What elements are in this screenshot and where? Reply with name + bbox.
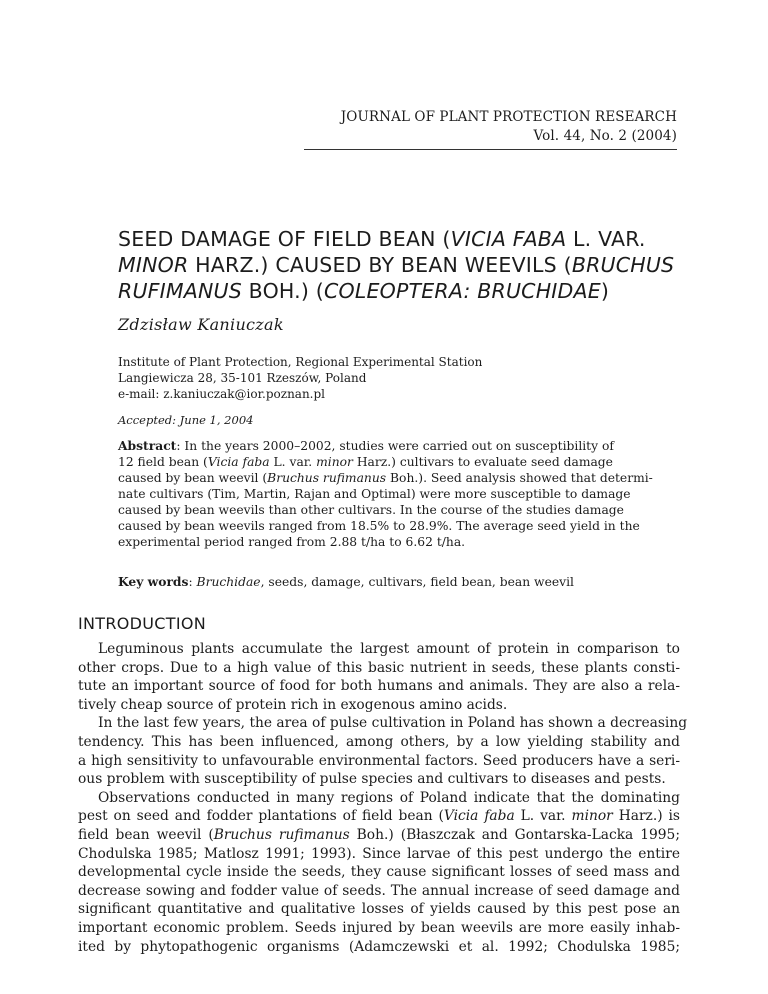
introduction-body <box>78 640 688 956</box>
abstract-label: Abstract <box>118 438 177 453</box>
abstract-line: caused by bean weevils than other cultivars. In the course of the studies damage <box>118 503 624 517</box>
abstract-line: caused by bean weevils ranged from 18.5% to 28.9%. The average seed yield in the <box>118 519 640 533</box>
keywords-label: Key words <box>118 574 189 589</box>
author-name: Zdzisław Kaniuczak <box>118 315 284 334</box>
journal-header <box>300 108 677 150</box>
affiliation <box>118 354 678 402</box>
article-title <box>118 226 698 304</box>
keywords: Key words: Bruchidae, seeds, damage, cultivars, field bean, bean weevil <box>118 574 574 589</box>
affiliation-email: e-mail: z.kaniuczak@ior.poznan.pl <box>118 387 326 401</box>
abstract-line: nate cultivars (Tim, Martin, Rajan and Optimal) were more susceptible to damage <box>118 487 631 501</box>
journal-volume: Vol. 44, No. 2 (2004) <box>533 128 677 144</box>
paragraph: Observations conducted in many regions of Poland indicate that the dominating pest on seed and fodder plantations of field bean (Vicia faba L. var. minor Harz.) is field bean weevil (Bruchus rufimanus Boh.) (Błaszczak and Gontarska-Lacka 1995; Chodulska 1985; Matlosz 1991; 1993). Since larvae of this pest undergo the entire developmental cycle inside the seeds, they cause significant losses of seed mass and decrease sowing and fodder value of seeds. The annual increase of seed damage and significant quantitative and qualitative losses of yields caused by this pest pose an important economic problem. Seeds injured by bean weevils are more easily inhab- ited by phytopathogenic organisms (Adamczewski et al. 1992; Chodulska 1985; <box>78 789 680 955</box>
title-line-1: SEED DAMAGE OF FIELD BEAN (VICIA FABA L. VAR. <box>118 227 646 251</box>
journal-name: JOURNAL OF PLANT PROTECTION RESEARCH <box>340 109 677 125</box>
abstract-line: experimental period ranged from 2.88 t/ha to 6.62 t/ha. <box>118 535 466 549</box>
keywords-list: , seeds, damage, cultivars, field bean, bean weevil <box>260 575 574 589</box>
paragraph: Leguminous plants accumulate the largest amount of protein in comparison to other crops. Due to a high value of this basic nutrient in seeds, these plants consti- tute an important source of food for both humans and animals. They are also a rela- tively cheap source of protein rich in exogenous amino acids. <box>78 641 680 713</box>
section-heading-introduction: INTRODUCTION <box>78 614 207 633</box>
affiliation-address: Langiewicza 28, 35-101 Rzeszów, Poland <box>118 371 367 385</box>
abstract-line: 12 field bean (Vicia faba L. var. minor Harz.) cultivars to evaluate seed damage <box>118 455 613 469</box>
affiliation-institute: Institute of Plant Protection, Regional Experimental Station <box>118 355 483 369</box>
keyword-bruchidae: Bruchidae <box>196 575 261 589</box>
header-rule <box>304 149 677 150</box>
paragraph: In the last few years, the area of pulse cultivation in Poland has shown a decreasing tendency. This has been influenced, among others, by a low yielding stability and a high sensitivity to unfavourable environmental factors. Seed producers have a seri- ous problem with susceptibility of pulse species and cultivars to diseases and pests. <box>78 715 688 788</box>
abstract <box>118 438 658 550</box>
abstract-line: caused by bean weevil (Bruchus rufimanus Boh.). Seed analysis showed that determi- <box>118 471 653 485</box>
abstract-line: : In the years 2000–2002, studies were carried out on susceptibility of <box>176 439 614 453</box>
title-line-2: MINOR HARZ.) CAUSED BY BEAN WEEVILS (BRUCHUS <box>118 253 675 277</box>
accepted-date: Accepted: June 1, 2004 <box>118 413 254 427</box>
title-line-3: RUFIMANUS BOH.) (COLEOPTERA: BRUCHIDAE) <box>118 279 610 303</box>
